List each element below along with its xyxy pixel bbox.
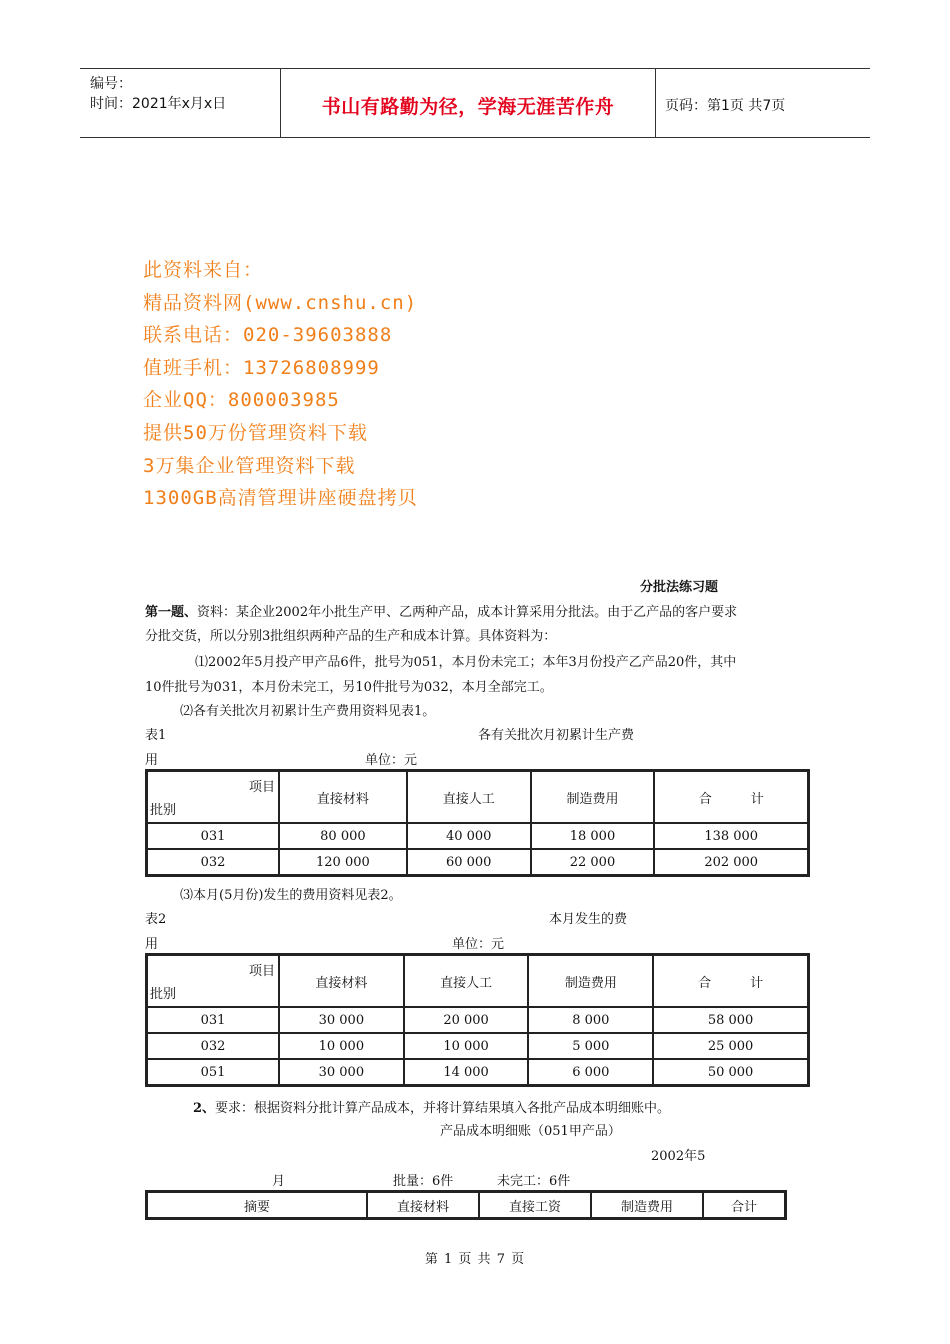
table1	[145, 769, 810, 877]
batch-cell: 032	[147, 1033, 279, 1059]
page-info: 页码：第1页 共7页	[665, 98, 786, 114]
column-header: 合 计	[653, 955, 808, 1007]
table2	[145, 953, 810, 1087]
table-header-row	[147, 1192, 785, 1218]
p1-line2: 10件批号为031，本月份未完工，另10件批号为032，本月全部完工。	[145, 680, 553, 695]
batch-cell: 031	[147, 1007, 279, 1033]
q1-text: 资料：某企业2002年小批生产甲、乙两种产品，成本计算采用分批法。由于乙产品的客户要求	[197, 605, 738, 620]
header-meta	[80, 69, 280, 137]
table-row	[147, 1059, 808, 1085]
ledger-batch: 批量：6件	[393, 1174, 454, 1189]
table2-label: 表2	[145, 912, 167, 927]
promo-line: 1300GB高清管理讲座硬盘拷贝	[143, 487, 418, 510]
header-page-cell	[655, 69, 870, 137]
batch-cell: 032	[147, 849, 279, 875]
p2-text: ⑵各有关批次月初累计生产费用资料见表1。	[180, 704, 436, 719]
promo-line: 企业QQ：800003985	[143, 389, 340, 412]
value-cell: 30 000	[279, 1007, 404, 1033]
value-cell: 6 000	[528, 1059, 653, 1085]
table1-title: 各有关批次月初累计生产费	[478, 728, 635, 743]
ledger-month: 月	[272, 1174, 286, 1189]
value-cell: 14 000	[404, 1059, 529, 1085]
value-cell: 60 000	[407, 849, 531, 875]
column-header: 合计	[703, 1192, 785, 1218]
promo-line: 此资料来自：	[143, 259, 264, 281]
promo-line: 精品资料网(www.cnshu.cn)	[143, 291, 418, 314]
value-cell: 10 000	[279, 1033, 404, 1059]
column-header: 直接工资	[479, 1192, 591, 1218]
value-cell: 80 000	[279, 823, 407, 849]
column-header: 直接人工	[407, 771, 531, 823]
page-footer: 第 1 页 共 7 页	[424, 1252, 526, 1267]
table-row	[147, 1007, 808, 1033]
q1-line2: 分批交货，所以分别3批组织两种产品的生产和成本计算。具体资料为：	[145, 629, 557, 644]
table-header-row	[147, 771, 808, 823]
column-header: 摘要	[147, 1192, 367, 1218]
value-cell: 202 000	[654, 849, 808, 875]
table1-title-cont: 用	[145, 753, 159, 768]
corner-cell	[147, 771, 279, 823]
requirement-line	[193, 1097, 670, 1116]
column-header: 合 计	[654, 771, 808, 823]
column-header: 制造费用	[528, 955, 653, 1007]
value-cell: 30 000	[279, 1059, 404, 1085]
motto: 书山有路勤为径，学海无涯苦作舟	[321, 96, 615, 118]
column-header: 直接材料	[279, 955, 404, 1007]
value-cell: 120 000	[279, 849, 407, 875]
corner-bottom: 批别	[150, 987, 177, 1002]
value-cell: 20 000	[404, 1007, 529, 1033]
ledger-table	[145, 1190, 787, 1220]
table1-label: 表1	[145, 728, 167, 743]
value-cell: 40 000	[407, 823, 531, 849]
corner-cell	[147, 955, 279, 1007]
promo-line: 值班手机：13726808999	[143, 356, 380, 379]
table-header-row	[147, 955, 808, 1007]
promo-line: 联系电话：020-39603888	[143, 324, 393, 347]
value-cell: 18 000	[531, 823, 655, 849]
column-header: 制造费用	[591, 1192, 703, 1218]
page-header	[80, 68, 870, 138]
p3-text: ⑶本月(5月份)发生的费用资料见表2。	[180, 888, 402, 903]
column-header: 直接材料	[367, 1192, 479, 1218]
promo-block	[143, 256, 418, 517]
column-header: 直接人工	[404, 955, 529, 1007]
table2-unit: 单位：元	[452, 937, 505, 952]
value-cell: 25 000	[653, 1033, 808, 1059]
value-cell: 58 000	[653, 1007, 808, 1033]
ledger-title: 产品成本明细账（051甲产品）	[440, 1124, 621, 1139]
number-label: 编号：	[90, 76, 132, 92]
header-motto-cell	[280, 69, 656, 137]
table-row	[147, 849, 808, 875]
corner-top: 项目	[248, 964, 275, 979]
doc-title: 分批法练习题	[640, 580, 719, 595]
value-cell: 138 000	[654, 823, 808, 849]
batch-cell: 051	[147, 1059, 279, 1085]
column-header: 直接材料	[279, 771, 407, 823]
table2-title-cont: 用	[145, 937, 159, 952]
value-cell: 50 000	[653, 1059, 808, 1085]
q1-label: 第一题、	[145, 605, 198, 620]
ledger-year: 2002年5	[651, 1149, 706, 1164]
value-cell: 22 000	[531, 849, 655, 875]
table-row	[147, 823, 808, 849]
table-row	[147, 1033, 808, 1059]
table1-unit: 单位：元	[365, 753, 418, 768]
corner-bottom: 批别	[150, 803, 177, 818]
requirement-text: 要求：根据资料分批计算产品成本，并将计算结果填入各批产品成本明细账中。	[215, 1101, 671, 1116]
p1-line1: ⑴2002年5月投产甲产品6件，批号为051，本月份未完工；本年3月份投产乙产品20件，其中	[195, 655, 737, 670]
value-cell: 5 000	[528, 1033, 653, 1059]
promo-line: 提供50万份管理资料下载	[143, 421, 368, 444]
corner-top: 项目	[248, 780, 275, 795]
column-header: 制造费用	[531, 771, 655, 823]
ledger-wip: 未完工：6件	[497, 1174, 571, 1189]
promo-line: 3万集企业管理资料下载	[143, 454, 356, 477]
q1-line1	[145, 601, 737, 620]
value-cell: 10 000	[404, 1033, 529, 1059]
batch-cell: 031	[147, 823, 279, 849]
requirement-label: 2、	[193, 1101, 216, 1116]
table2-title: 本月发生的费	[549, 912, 628, 927]
time-label: 时间：2021年x月x日	[90, 96, 227, 112]
value-cell: 8 000	[528, 1007, 653, 1033]
